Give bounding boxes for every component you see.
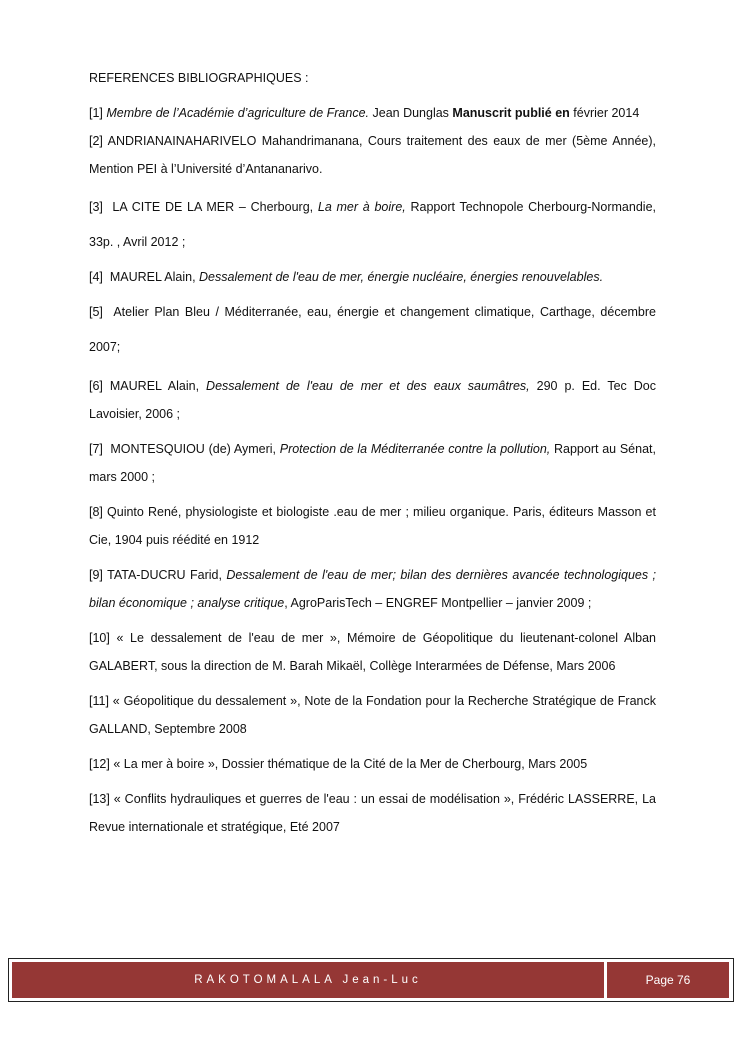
reference-7: [7] MONTESQUIOU (de) Aymeri, Protection de la Méditerranée contre la pollution, Rapport au Sénat, mars 2000 ; (89, 442, 656, 484)
reference-8: [8] Quinto René, physiologiste et biologiste .eau de mer ; milieu organique. Paris, éditeurs Masson et Cie, 1904 puis réédité en 1912 (89, 505, 656, 547)
footer-author: RAKOTOMALALA Jean-Luc (12, 962, 604, 998)
reference-3: [3] LA CITE DE LA MER – Cherbourg, La mer à boire, Rapport Technopole Cherbourg-Normandie, 33p. , Avril 2012 ; (89, 200, 656, 249)
reference-6: [6] MAUREL Alain, Dessalement de l'eau de mer et des eaux saumâtres, 290 p. Ed. Tec Doc Lavoisier, 2006 ; (89, 379, 656, 421)
footer-page-number: Page 76 (607, 962, 729, 998)
reference-1: [1] Membre de l’Académie d’agriculture de France. Jean Dunglas Manuscrit publié en février 2014 (89, 106, 640, 120)
document-body (89, 64, 656, 841)
reference-10: [10] « Le dessalement de l'eau de mer », Mémoire de Géopolitique du lieutenant-colonel Alban GALABERT, sous la direction de M. Barah Mikaël, Collège Interarmées de Défense, Mars 2006 (89, 631, 656, 673)
reference-4: [4] MAUREL Alain, Dessalement de l'eau de mer, énergie nucléaire, énergies renouvelables. (89, 270, 604, 284)
reference-5: [5] Atelier Plan Bleu / Méditerranée, eau, énergie et changement climatique, Carthage, décembre 2007; (89, 305, 657, 354)
reference-2: [2] ANDRIANAINAHARIVELO Mahandrimanana, Cours traitement des eaux de mer (5ème Année), Mention PEI à l’Université d’Antananarivo. (89, 134, 656, 176)
reference-9: [9] TATA-DUCRU Farid, Dessalement de l'eau de mer; bilan des dernières avancée technologiques ; bilan économique ; analyse critique, AgroParisTech – ENGREF Montpellier – janvier 2009 ; (89, 568, 657, 610)
reference-13: [13] « Conflits hydrauliques et guerres de l'eau : un essai de modélisation », Frédéric LASSERRE, La Revue internationale et stratégique, Eté 2007 (89, 792, 656, 834)
reference-12: [12] « La mer à boire », Dossier thématique de la Cité de la Mer de Cherbourg, Mars 2005 (89, 757, 588, 771)
page-footer (8, 958, 734, 1002)
reference-11: [11] « Géopolitique du dessalement », Note de la Fondation pour la Recherche Stratégique de Franck GALLAND, Septembre 2008 (89, 694, 656, 736)
page-title: REFERENCES BIBLIOGRAPHIQUES : (89, 71, 309, 85)
